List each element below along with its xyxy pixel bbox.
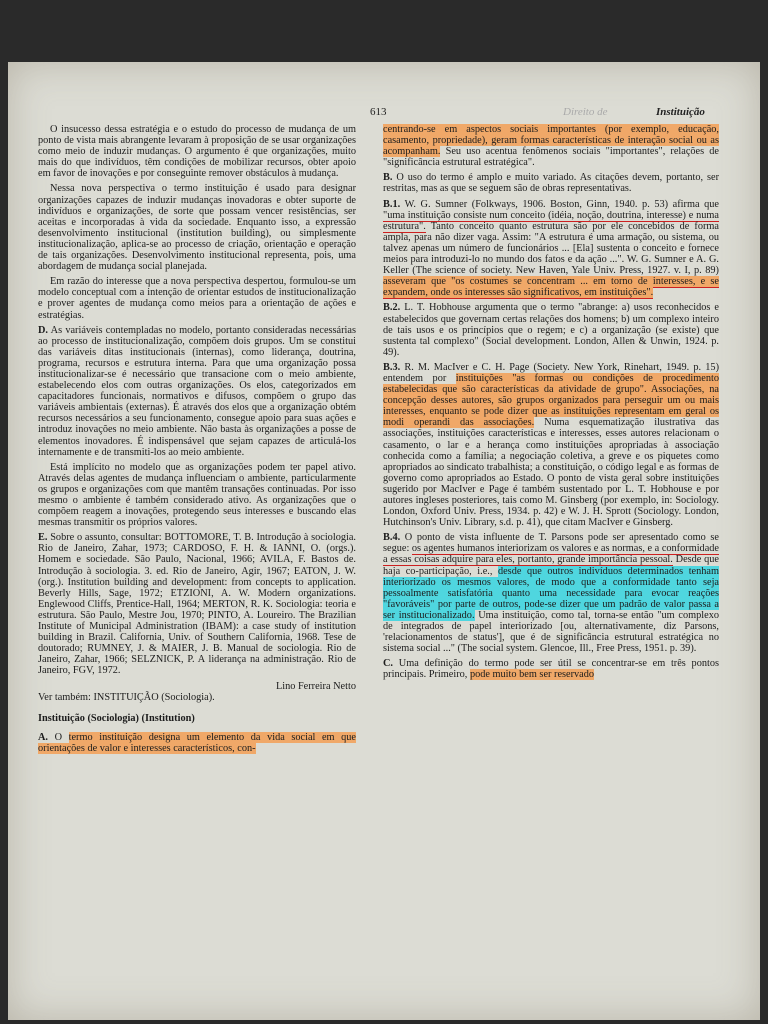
paragraph: Nessa nova perspectiva o termo instituição é usado para designar organizações capazes de induzir mudanças inovadoras e obter suporte de indivíduos e organizações, de sorte que possam vencer resistências, ser aceitas e incorporadas à vida da sociedade. Enquanto isso, a expressão desenvolvimento institucional (institution building), ou simplesmente institucionalização, aplica-se ao processo de criação, orientação e operação de tais organizações. Desenvolvimento institucional representa, pois, uma abordagem de mudança social planejada. — [38, 183, 356, 273]
paragraph-continued — [383, 124, 719, 168]
section-label: D. — [38, 324, 49, 336]
paragraph: Está implícito no modelo que as organizações podem ter papel ativo. Através delas agentes de mudança influenciam o ambiente, particularmente os grupos e organizações com que mantêm transações continuadas. Por isso mesmo o ambiente é também considerado ativo. As organizações que o compõem reagem a inovações, protegendo seus interesses e buscando elas mesmas transmitir os próprios valores. — [38, 461, 356, 529]
cyan-highlight: desde que outros indivíduos determinados tenham interiorizado os mesmos valores, de modo que a conformidade tanto seja pessoalmente satisfatória quanto uma necessidade para evocar reações "favoráveis" por parte de outros, pode-se dizer que um padrão de valor passa a ser institucionalizado. — [383, 565, 719, 621]
paragraph-text: Desde que haja co-participação, i.e., — [383, 554, 719, 577]
paragraph-text: Uma definição do termo pode ser útil se concentrar-se em três pontos principais. Primeiro, — [383, 658, 720, 681]
author-signature: Lino Ferreira Netto — [275, 680, 356, 692]
paragraph-text: Seu uso acentua fenômenos sociais "importantes", relações de "significância estrutural estratégica". — [383, 146, 719, 169]
paragraph-b1 — [383, 199, 719, 299]
paragraph-b4 — [383, 532, 719, 654]
orange-highlight: termo instituição designa um elemento da vida social em que orientações de valor e interesses característicos, con- — [38, 731, 357, 754]
section-label: B.4. — [383, 532, 401, 544]
paragraph-text: Numa esquematização ilustrativa das associações, instituições características e interesses, esses autores relacionam o casamento, o lar e a herança como instituições apropriadas à associação conhecida como a família; a negociação coletiva, a greve e os piquetes como apropriados ao sindicato trabalhista; a constituição, o código legal e as formas de governo como apropriados ao Estado. O ponto de vista geral sobre instituições sugerido por MacIver e Page é também sustentado por L. T. Hobhouse e por autores ingleses posteriores, tais como M. Ginsberg (por exemplo, in: Sociology. London, Oxford Univ. Press, 1934. p. 42) e W. J. H. Sprott (Sociology. London, Hutchinson's Univ. Library, s.d. p. 41), que citam MacIver e Ginsberg. — [383, 417, 720, 529]
paragraph-text: Tanto conceito quanto estrutura são por ele concebidos de forma ampla, para não dizer vaga. Assim: "A estrutura é uma armação, ou sistema, ou talvez apenas um número de funcionários ... [Ela] sustenta o conceito e fornece meios para introduzi-lo no mundo dos fatos e da ação ...". W. G. Sumner e A. G. Keller (The science of society. New Haven, Yale Univ. Press, 1927. v. I, p. 89) — [383, 220, 719, 277]
paragraph-c — [383, 658, 719, 680]
section-label: E. — [38, 532, 48, 544]
paragraph: O insucesso dessa estratégia e o estudo do processo de mudança de um ponto de vista mais abrangente levaram à proposição de se usar organizações como meio de induzir mudanças. O argumento é que organizações, muito mais do que indivíduos, têm condições de mobilizar recursos, obter apoio em favor de inovações e por conseguinte remover obstáculos à mudança. — [38, 124, 356, 180]
right-column — [383, 124, 719, 685]
page-number: 613 — [370, 106, 387, 118]
orange-highlight: pode muito bem ser reservado — [469, 669, 595, 681]
red-underline: os agentes humanos interiorizam os valores e as normas, e a conformidade a essas coisas adquire para eles, portanto, grande importância pessoal. — [383, 543, 719, 566]
section-label: B.1. — [383, 198, 401, 210]
entry-title: Instituição (Sociologia) (Institution) — [38, 712, 195, 724]
paragraph: Em razão do interesse que a nova perspectiva despertou, formulou-se um modelo conceptual com a intenção de orientar estudos de institucionalização e prover agentes de mudança como meios para a orientação de ações e estratégias. — [38, 276, 356, 321]
section-label: B.3. — [383, 361, 401, 373]
paragraph-text: Uma instituição, como tal, torna-se então "um complexo de integrados de papel interiorizado [ou, alternativamente, diz Parsons, 'relacionamentos de status'], que é de significância estrutural estratégica no sistema social ..." (The social system. Glencoe, Ill., Free Press, 1951. p. 39). — [383, 609, 720, 655]
orange-highlight: centrando-se em aspectos sociais importantes (por exemplo, educação, casamento, propriedade), geram formas características de interação social ou as acompanham. — [383, 124, 719, 158]
orange-highlight: asseveram que "os costumes se concentram ... em torno de interesses, e se expandem, onde os interesses são significativos, em instituições". — [383, 276, 719, 299]
paragraph-b2 — [383, 302, 719, 357]
paragraph-text: Sobre o assunto, consultar: BOTTOMORE, T. B. Introdução à sociologia. Rio de Janeiro, Zahar, 1973; CARDOSO, F. H. & IANNI, O. (orgs.). Homem e sociedade. São Paulo, Nacional, 1966; AVILA, F. Bastos de. Introdução à sociologia. 3. ed. Rio de Janeiro, Agir, 1967; EATON, J. W. (org.). Institution building and development: from concepts to application. Beverly Hills, Sage, 1972; ETZIONI, A. W. Modern organizations. Englewood Cliffs, Prentice-Hall, 1964; MERTON, R. K. Sociologia: teoria e estrutura. São Paulo, Mestre Jou, 1970; PINTO, A. Loureiro. The Brazilian Institute of Municipal Administration (IBAM): a case study of institution building in Brazil. California, Univ. of Southern California, 1968. Tese de doutorado; RUMNEY, J. & MAIER, J. B. Manual de sociologia. Rio de Janeiro, Zahar, 1966; SELZNICK, P. A liderança na administração. Rio de Janeiro, FGV, 1972. — [38, 532, 356, 677]
paragraph-a — [38, 732, 356, 754]
paragraph-text: W. G. Sumner (Folkways, 1906. Boston, Ginn, 1940. p. 53) afirma que — [404, 198, 720, 210]
section-label: A. — [38, 731, 49, 743]
section-label: B. — [383, 172, 393, 184]
paragraph-text: O — [54, 731, 69, 743]
running-title: Instituição — [656, 106, 705, 118]
paragraph-text: As variáveis contempladas no modelo, portanto consideradas necessárias ao processo de institucionalização, compõem dois grupos. Um se constitui das variáveis ditas institucionais (internas), como liderança, doutrina, programa, recursos e estrutura interna. Para que uma organização possa institucionalizar-se é necessário que transacione com o meio ambiente, estabelecendo elos com outras organizações. Os elos, categorizados em capacitadores funcionais, normativos e difusos, compõem o grupo das variáveis ambientais (externas). É através dos elos que a organização obtém recursos necessários a seu funcionamento, consegue apoio para suas ações e introduz inovações no meio ambiente. Não basta às organizações a posse de elementos inovadores. É indispensável que sejam capazes de articulá-los internamente e de transmiti-los ao meio ambiente. — [38, 324, 356, 458]
paragraph-text: R. M. MacIver e C. H. Page (Society. New York, Rinehart, 1949. p. 15) entendem por — [383, 361, 719, 384]
orange-highlight: instituições "as formas ou condições de procedimento estabelecidas que são características da atividade de grupo". Associações, na concepção desses autores, são grupos organizados para perseguir um ou mais interesses, enquanto se pode dizer que as instituições representam em geral os modi operandi das associações. — [383, 372, 719, 429]
section-label: B.2. — [383, 302, 401, 314]
red-underline: "uma instituição consiste num conceito (idéia, noção, doutrina, interesse) e numa estrutura". — [383, 209, 719, 232]
paragraph-d — [38, 325, 356, 458]
faint-header: Direito de — [563, 106, 608, 118]
left-column — [38, 124, 356, 758]
scanned-page — [8, 62, 760, 1020]
paragraph-b — [383, 172, 719, 194]
paragraph-text: O uso do termo é amplo e muito variado. As citações devem, portanto, ser restritas, mas as que se seguem são de obras representativas. — [383, 172, 720, 195]
paragraph-text: L. T. Hobhouse argumenta que o termo "abrange: a) usos reconhecidos e estabelecidos que governam certas relações dos homens; b) um complexo inteiro de tais usos e os princípios que o regem; e c) a organização (se existe) que sustenta tal complexo" (Social development. London, Allen & Unwin, 1924. p. 49). — [383, 302, 719, 358]
section-label: C. — [383, 658, 394, 670]
paragraph-e — [38, 532, 356, 676]
see-also: Ver também: INSTITUIÇÃO (Sociologia). — [38, 691, 215, 703]
paragraph-text: O ponto de vista influente de T. Parsons pode ser apresentado como se segue: — [383, 532, 719, 555]
paragraph-b3 — [383, 362, 719, 528]
